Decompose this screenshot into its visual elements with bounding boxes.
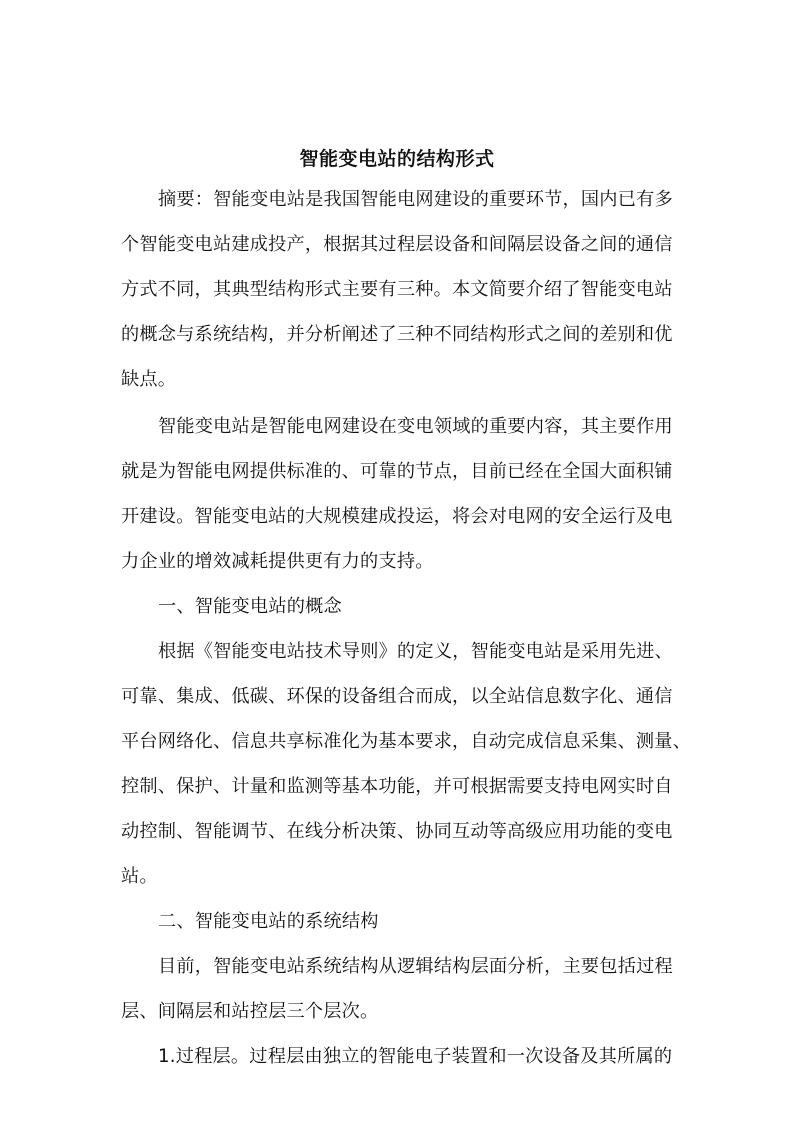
body-line: 层、间隔层和站控层三个层次。: [121, 1001, 379, 1022]
body-line: 平台网络化、信息共享标准化为基本要求，自动完成信息采集、测量、: [121, 731, 692, 752]
body-line: 控制、保护、计量和监测等基本功能，并可根据需要支持电网实时自: [121, 776, 673, 797]
body-line: 就是为智能电网提供标准的、可靠的节点，目前已经在全国大面积铺: [121, 461, 673, 482]
body-line: 可靠、集成、低碳、环保的设备组合而成，以全站信息数字化、通信: [121, 686, 673, 707]
body-line: 站。: [121, 866, 158, 887]
abstract-line: 缺点。: [121, 369, 177, 390]
section-heading: 一、智能变电站的概念: [158, 596, 342, 617]
document-title: 智能变电站的结构形式: [299, 148, 495, 170]
body-line: 目前，智能变电站系统结构从逻辑结构层面分析，主要包括过程: [158, 956, 673, 977]
body-line: 动控制、智能调节、在线分析决策、协同互动等高级应用功能的变电: [121, 821, 673, 842]
abstract-line: 摘要：智能变电站是我国智能电网建设的重要环节，国内已有多: [158, 189, 673, 210]
body-line: 力企业的增效减耗提供更有力的支持。: [121, 551, 434, 572]
section-heading: 二、智能变电站的系统结构: [158, 911, 379, 932]
abstract-line: 方式不同，其典型结构形式主要有三种。本文简要介绍了智能变电站: [121, 279, 673, 300]
abstract-line: 个智能变电站建成投产，根据其过程层设备和间隔层设备之间的通信: [121, 234, 673, 255]
body-line: 根据《智能变电站技术导则》的定义，智能变电站是采用先进、: [158, 641, 673, 662]
body-line: 开建设。智能变电站的大规模建成投运，将会对电网的安全运行及电: [121, 506, 673, 527]
body-line: 智能变电站是智能电网建设在变电领域的重要内容，其主要作用: [158, 416, 673, 437]
body-line: 1.过程层。过程层由独立的智能电子装置和一次设备及其所属的: [158, 1046, 673, 1067]
abstract-line: 的概念与系统结构，并分析阐述了三种不同结构形式之间的差别和优: [121, 324, 673, 345]
